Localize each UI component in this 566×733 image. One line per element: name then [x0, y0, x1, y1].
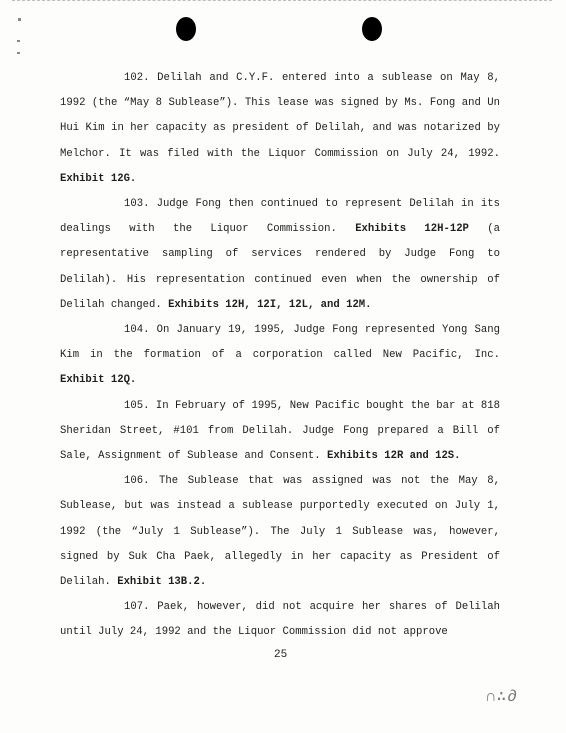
hole-punch-right — [362, 17, 382, 41]
paragraph-text: 102. Delilah and C.Y.F. entered into a sublease on May 8, 1992 (the “May 8 Sublease”). This lease was signed by Ms. Fong and Un Hui Kim in her capacity as president of Delilah, and was notarized by Melchor. It was filed with the Liquor Commission on July 24, 1992. — [60, 72, 500, 160]
paragraph-103 — [60, 192, 500, 318]
scan-top-edge — [12, 0, 552, 4]
paragraph-104 — [60, 318, 500, 394]
paragraph-text: 104. On January 19, 1995, Judge Fong represented Yong Sang Kim in the formation of a corporation called New Pacific, Inc. — [60, 324, 500, 362]
page-number: 25 — [274, 649, 288, 661]
hole-punch-left — [176, 17, 196, 41]
paragraph-102 — [60, 66, 500, 192]
paragraph-text: (a representative sampling of services rendered by Judge Fong to Delilah). His representation continued even when the ownership of Delilah changed. — [60, 223, 500, 311]
exhibit-reference: Exhibits 12R and 12S. — [327, 450, 461, 463]
bates-stamp: ∩∴∂ — [486, 688, 518, 706]
exhibit-reference: Exhibits 12H-12P — [355, 223, 469, 236]
paragraph-106 — [60, 469, 500, 595]
paragraph-105 — [60, 394, 500, 470]
margin-mark — [18, 18, 21, 21]
exhibit-reference: Exhibits 12H, 12I, 12L, and 12M. — [168, 298, 372, 311]
paragraph-107 — [60, 595, 500, 645]
exhibit-reference: Exhibit 13B.2. — [117, 576, 207, 589]
paragraph-text: 103. Judge Fong then continued to represent Delilah in its dealings with the Liquor Commission. — [60, 198, 500, 236]
margin-mark — [17, 40, 20, 42]
exhibit-reference: Exhibit 12Q. — [60, 374, 137, 387]
margin-mark — [17, 52, 20, 54]
paragraph-text: 107. Paek, however, did not acquire her shares of Delilah until July 24, 1992 and the Liquor Commission did not approve — [60, 601, 500, 639]
document-body — [60, 66, 500, 646]
paragraph-text: 106. The Sublease that was assigned was not the May 8, Sublease, but was instead a sublease purportedly executed on July 1, 1992 (the “July 1 Sublease”). The July 1 Sublease was, however, signed by Suk Cha Paek, allegedly in her capacity as President of Delilah. — [60, 475, 500, 589]
exhibit-reference: Exhibit 12G. — [60, 172, 137, 185]
paragraph-text: 105. In February of 1995, New Pacific bought the bar at 818 Sheridan Street, #101 from Delilah. Judge Fong prepared a Bill of Sale, Assignment of Sublease and Consent. — [60, 399, 500, 463]
